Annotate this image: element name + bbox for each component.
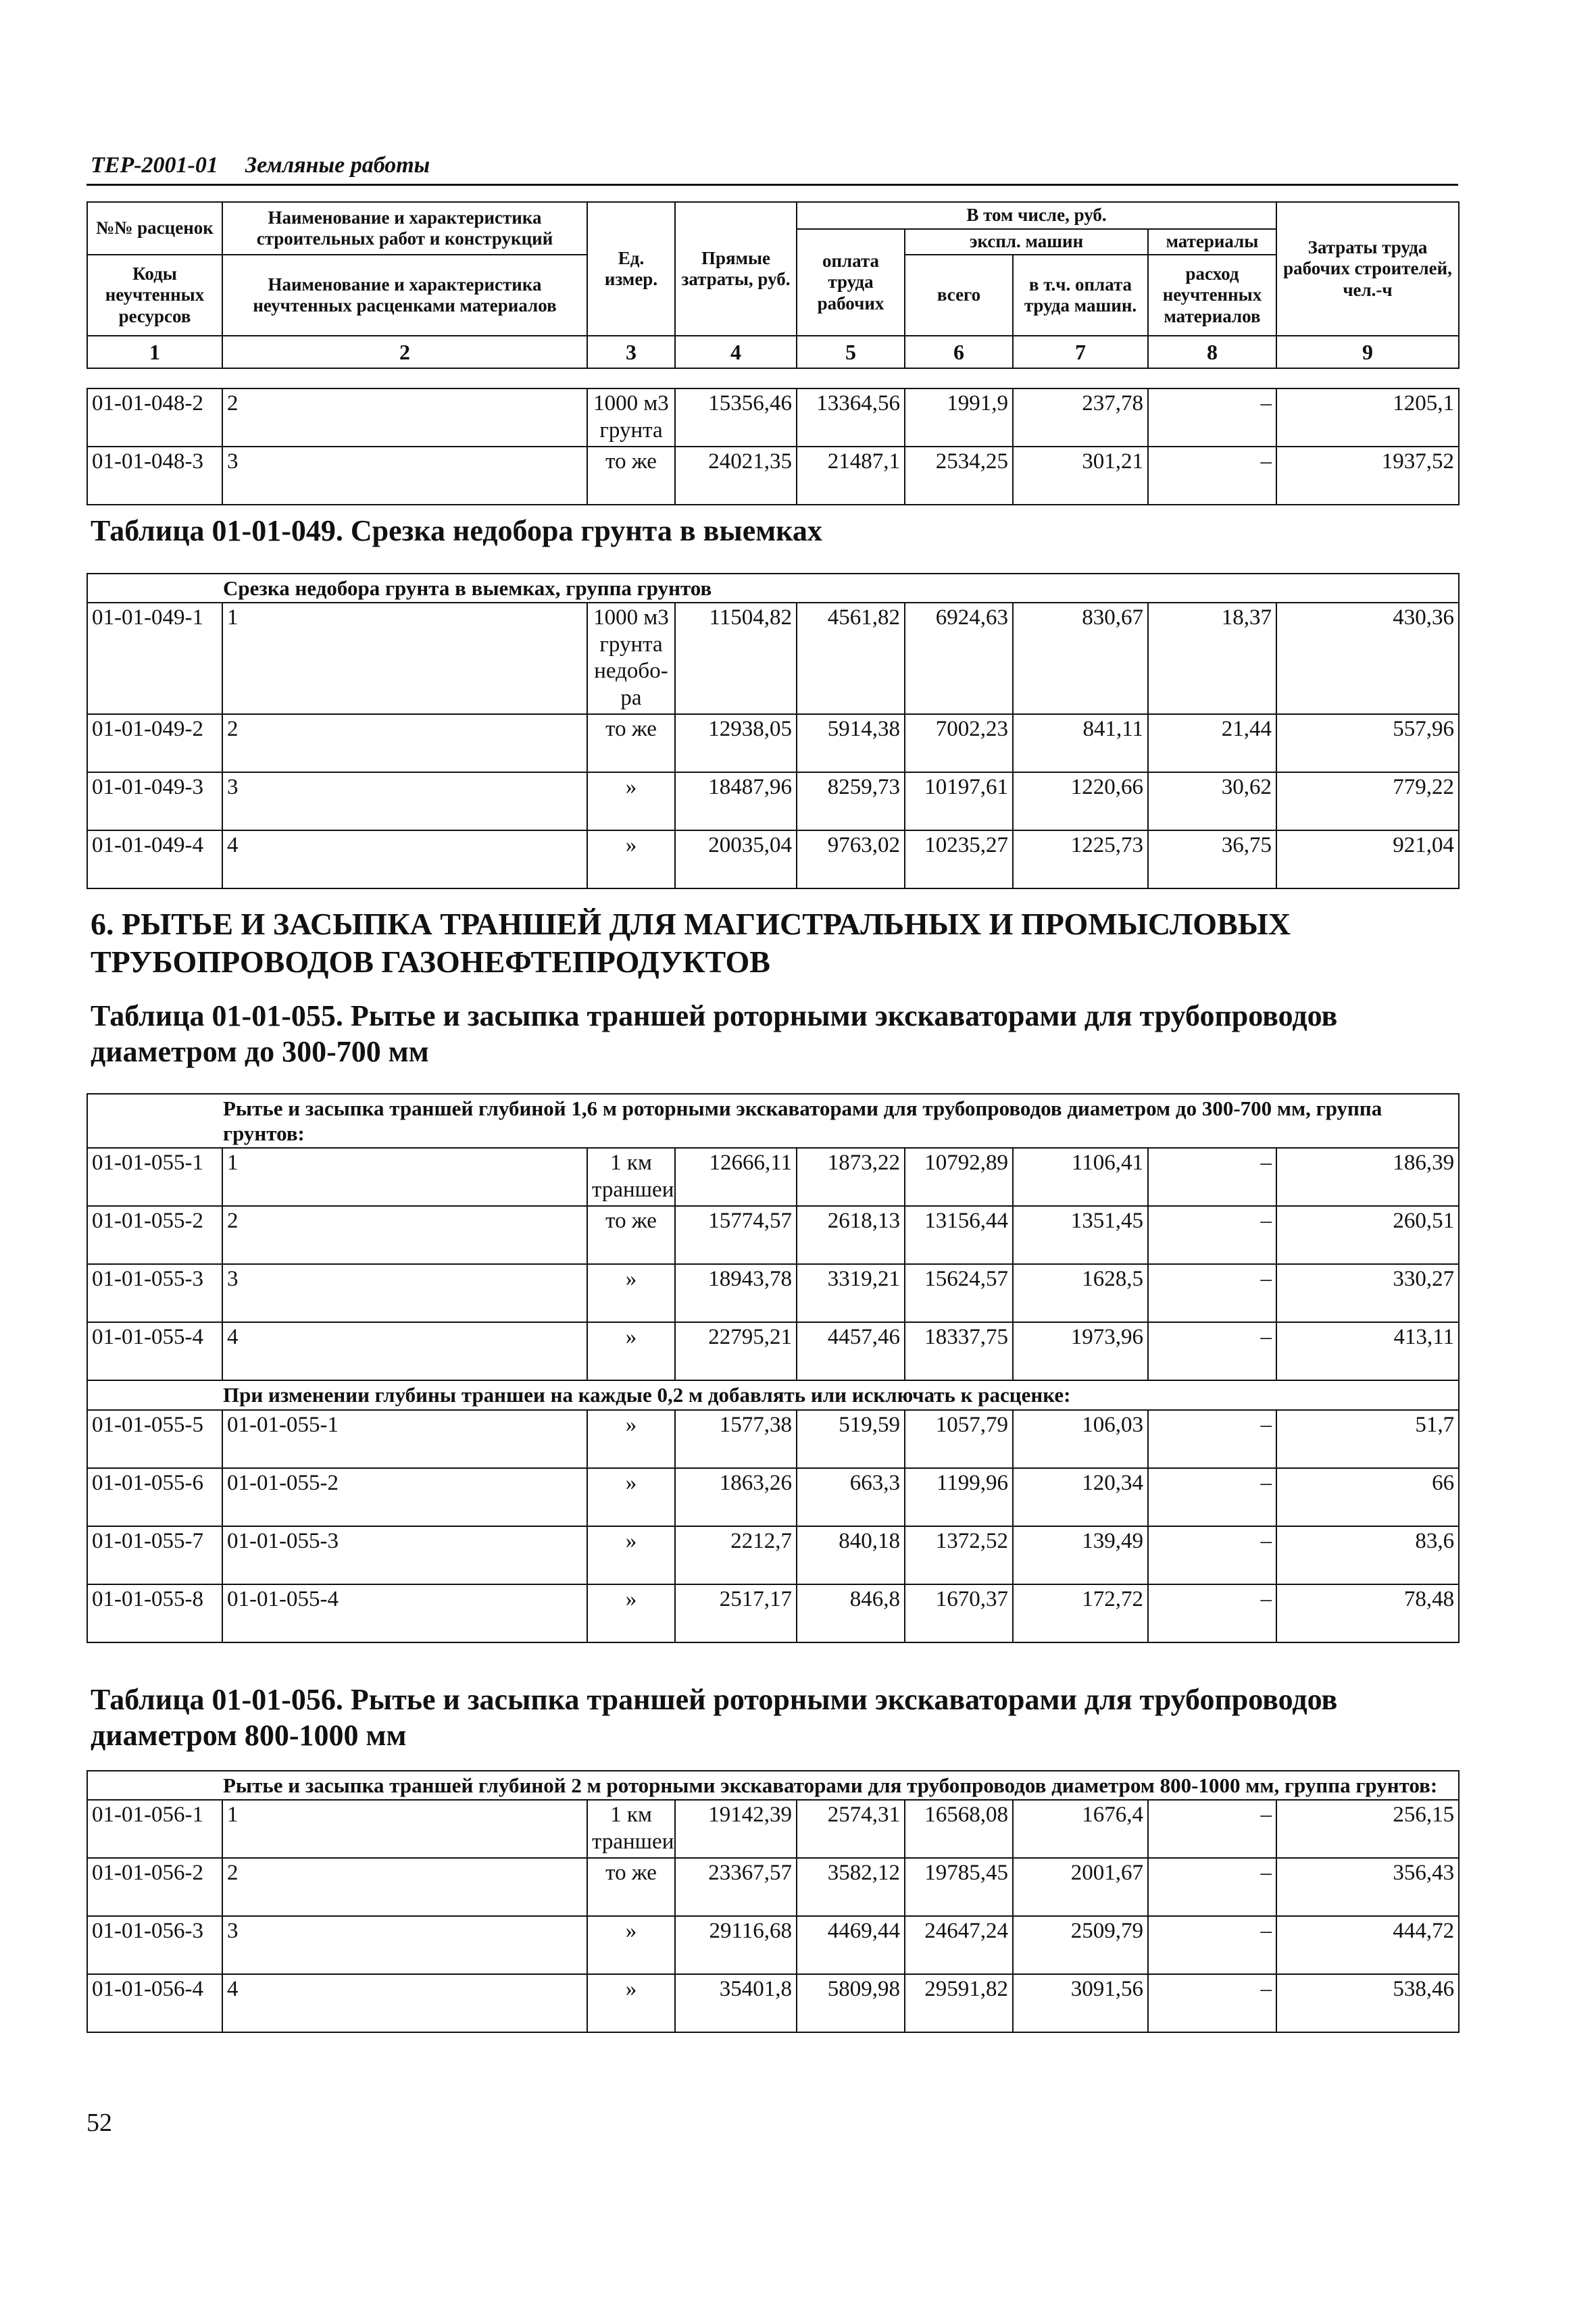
cell-labor-hours: 51,7 [1276, 1410, 1459, 1468]
cell-labor-pay: 3319,21 [797, 1264, 905, 1322]
cell-unit: » [587, 1916, 675, 1974]
cell-direct-cost: 22795,21 [675, 1322, 797, 1380]
cell-materials: – [1148, 1584, 1276, 1642]
cell-labor-pay: 5809,98 [797, 1974, 905, 2032]
cell-machine-cost: 24647,24 [905, 1916, 1013, 1974]
cell-rate-code: 01-01-048-2 [87, 388, 222, 447]
header-incl: В том числе, руб. [797, 202, 1276, 229]
table-row [87, 1916, 1459, 1974]
header-code-bottom: Коды неучтенных ресурсов [87, 255, 222, 336]
cell-materials: – [1148, 1410, 1276, 1468]
cell-rate-name: 2 [222, 714, 587, 772]
section-heading-text: Срезка недобора грунта в выемках, группа грунтов [87, 574, 1459, 603]
cell-direct-cost: 19142,39 [675, 1800, 797, 1858]
cell-machine-labor-pay: 3091,56 [1013, 1974, 1148, 2032]
table-row [87, 1264, 1459, 1322]
cell-labor-pay: 4457,46 [797, 1322, 905, 1380]
cell-rate-code: 01-01-049-3 [87, 772, 222, 830]
cell-machine-labor-pay: 1676,4 [1013, 1800, 1148, 1858]
cell-labor-pay: 1873,22 [797, 1148, 905, 1206]
cell-rate-code: 01-01-056-4 [87, 1974, 222, 2032]
cell-rate-name: 4 [222, 830, 587, 888]
cell-machine-labor-pay: 2509,79 [1013, 1916, 1148, 1974]
caption-table-049 [91, 513, 822, 549]
cell-direct-cost: 24021,35 [675, 447, 797, 505]
cell-direct-cost: 35401,8 [675, 1974, 797, 2032]
table-row [87, 830, 1459, 888]
cell-rate-code: 01-01-055-8 [87, 1584, 222, 1642]
header-direct: Прямые затраты, руб. [675, 202, 797, 336]
cell-rate-name: 4 [222, 1974, 587, 2032]
cell-machine-cost: 13156,44 [905, 1206, 1013, 1264]
cell-unit: » [587, 1468, 675, 1526]
cell-direct-cost: 2212,7 [675, 1526, 797, 1584]
header-num: 4 [675, 336, 797, 368]
cell-labor-hours: 557,96 [1276, 714, 1459, 772]
cell-rate-code: 01-01-055-4 [87, 1322, 222, 1380]
caption-label: Таблица 01-01-055. [91, 999, 343, 1032]
cell-rate-name: 3 [222, 1916, 587, 1974]
cell-labor-hours: 779,22 [1276, 772, 1459, 830]
cell-machine-cost: 1670,37 [905, 1584, 1013, 1642]
cell-direct-cost: 20035,04 [675, 830, 797, 888]
cell-labor-hours: 256,15 [1276, 1800, 1459, 1858]
section-heading-text: Рытье и засыпка траншей глубиной 2 м роторными экскаваторами для трубопроводов диаметром 800-1000 мм, группа грунтов: [87, 1771, 1459, 1800]
cell-labor-pay: 4561,82 [797, 603, 905, 713]
header-labor: Затраты труда рабочих строителей, чел.-ч [1276, 202, 1459, 336]
table-row [87, 1526, 1459, 1584]
cell-machine-labor-pay: 172,72 [1013, 1584, 1148, 1642]
cell-labor-hours: 1205,1 [1276, 388, 1459, 447]
table-row [87, 1800, 1459, 1858]
cell-labor-pay: 5914,38 [797, 714, 905, 772]
table-row [87, 772, 1459, 830]
cell-labor-hours: 1937,52 [1276, 447, 1459, 505]
cell-rate-name: 3 [222, 772, 587, 830]
cell-materials: 30,62 [1148, 772, 1276, 830]
cell-unit: » [587, 1526, 675, 1584]
caption-title: Рытье и засыпка траншей роторными экскаваторами для трубопроводов диаметром 800-1000 мм [91, 1683, 1338, 1752]
cell-machine-cost: 7002,23 [905, 714, 1013, 772]
header-num: 2 [222, 336, 587, 368]
cell-machine-cost: 10197,61 [905, 772, 1013, 830]
cell-unit: 1 км траншеи [587, 1800, 675, 1858]
cell-labor-pay: 4469,44 [797, 1916, 905, 1974]
cell-machine-cost: 18337,75 [905, 1322, 1013, 1380]
cell-materials: – [1148, 1322, 1276, 1380]
cell-rate-name: 01-01-055-4 [222, 1584, 587, 1642]
cell-machine-labor-pay: 301,21 [1013, 447, 1148, 505]
table-row [87, 1322, 1459, 1380]
cell-direct-cost: 15356,46 [675, 388, 797, 447]
cell-labor-pay: 2618,13 [797, 1206, 905, 1264]
cell-labor-hours: 356,43 [1276, 1858, 1459, 1916]
header-num: 5 [797, 336, 905, 368]
table-section-heading [87, 1771, 1459, 1800]
section-heading-text: Рытье и засыпка траншей глубиной 1,6 м роторными экскаваторами для трубопроводов диаметром до 300-700 мм, группа грунтов: [87, 1094, 1459, 1148]
cell-rate-code: 01-01-049-4 [87, 830, 222, 888]
cell-rate-name: 4 [222, 1322, 587, 1380]
cell-labor-hours: 430,36 [1276, 603, 1459, 713]
cell-machine-cost: 15624,57 [905, 1264, 1013, 1322]
table-01-01-049 [86, 573, 1460, 889]
cell-machine-cost: 1372,52 [905, 1526, 1013, 1584]
cell-direct-cost: 12666,11 [675, 1148, 797, 1206]
cell-machine-cost: 19785,45 [905, 1858, 1013, 1916]
cell-labor-pay: 13364,56 [797, 388, 905, 447]
cell-labor-hours: 330,27 [1276, 1264, 1459, 1322]
cell-materials: – [1148, 1800, 1276, 1858]
cell-unit: 1000 м3 грунта недобо-ра [587, 603, 675, 713]
header-num: 1 [87, 336, 222, 368]
cell-direct-cost: 23367,57 [675, 1858, 797, 1916]
cell-unit: » [587, 1584, 675, 1642]
cell-rate-name: 01-01-055-3 [222, 1526, 587, 1584]
cell-machine-labor-pay: 1220,66 [1013, 772, 1148, 830]
cell-rate-name: 01-01-055-2 [222, 1468, 587, 1526]
page-number: 52 [86, 2109, 112, 2137]
cell-machine-cost: 1057,79 [905, 1410, 1013, 1468]
cell-machine-labor-pay: 1106,41 [1013, 1148, 1148, 1206]
cell-direct-cost: 11504,82 [675, 603, 797, 713]
table-row [87, 1584, 1459, 1642]
table-row [87, 447, 1459, 505]
cell-machine-cost: 29591,82 [905, 1974, 1013, 2032]
cell-machine-cost: 1199,96 [905, 1468, 1013, 1526]
cell-unit: » [587, 772, 675, 830]
table-01-01-055 [86, 1093, 1460, 1643]
section-6-title: 6. РЫТЬЕ И ЗАСЫПКА ТРАНШЕЙ ДЛЯ МАГИСТРАЛЬНЫХ И ПРОМЫСЛОВЫХ ТРУБОПРОВОДОВ ГАЗОНЕФТЕПРОДУКТОВ [91, 907, 1291, 980]
cell-unit: 1 км траншеи [587, 1148, 675, 1206]
running-head-rule [86, 184, 1458, 186]
cell-machine-cost: 10235,27 [905, 830, 1013, 888]
header-labor-pay: оплата труда рабочих [797, 229, 905, 336]
header-number-row [87, 336, 1459, 368]
table-01-01-048 [86, 388, 1460, 505]
cell-rate-code: 01-01-048-3 [87, 447, 222, 505]
cell-labor-hours: 444,72 [1276, 1916, 1459, 1974]
cell-unit: » [587, 1322, 675, 1380]
cell-materials: – [1148, 1974, 1276, 2032]
cell-machine-labor-pay: 120,34 [1013, 1468, 1148, 1526]
cell-direct-cost: 1577,38 [675, 1410, 797, 1468]
header-machines-pay: в т.ч. оплата труда машин. [1013, 255, 1148, 336]
cell-machine-labor-pay: 106,03 [1013, 1410, 1148, 1468]
header-machines: экспл. машин [905, 229, 1148, 255]
cell-direct-cost: 18487,96 [675, 772, 797, 830]
cell-labor-pay: 840,18 [797, 1526, 905, 1584]
cell-materials: 21,44 [1148, 714, 1276, 772]
cell-machine-labor-pay: 139,49 [1013, 1526, 1148, 1584]
table-row [87, 1410, 1459, 1468]
running-head [91, 153, 1455, 178]
table-section-heading [87, 1380, 1459, 1409]
cell-rate-name: 1 [222, 603, 587, 713]
header-name-bottom: Наименование и характеристика неучтенных расценками материалов [222, 255, 587, 336]
cell-rate-code: 01-01-055-6 [87, 1468, 222, 1526]
table-row [87, 388, 1459, 447]
cell-labor-hours: 78,48 [1276, 1584, 1459, 1642]
caption-table-055 [91, 999, 1449, 1070]
table-row [87, 1858, 1459, 1916]
cell-materials: – [1148, 1148, 1276, 1206]
running-head-title: Земляные работы [245, 153, 430, 178]
cell-rate-code: 01-01-055-1 [87, 1148, 222, 1206]
header-unit: Ед. измер. [587, 202, 675, 336]
cell-labor-pay: 663,3 [797, 1468, 905, 1526]
cell-materials: – [1148, 1916, 1276, 1974]
header-num: 6 [905, 336, 1013, 368]
cell-labor-pay: 3582,12 [797, 1858, 905, 1916]
cell-rate-code: 01-01-049-2 [87, 714, 222, 772]
cell-labor-pay: 21487,1 [797, 447, 905, 505]
table-row [87, 1206, 1459, 1264]
header-materials-sub: расход неучтенных материалов [1148, 255, 1276, 336]
caption-label: Таблица 01-01-056. [91, 1683, 343, 1716]
cell-direct-cost: 2517,17 [675, 1584, 797, 1642]
cell-direct-cost: 15774,57 [675, 1206, 797, 1264]
caption-title: Рытье и засыпка траншей роторными экскаваторами для трубопроводов диаметром до 300-700 мм [91, 999, 1338, 1068]
table-section-heading [87, 574, 1459, 603]
header-code-top: №№ расценок [87, 202, 222, 255]
header-num: 7 [1013, 336, 1148, 368]
header-materials: материалы [1148, 229, 1276, 255]
cell-materials: – [1148, 1858, 1276, 1916]
cell-materials: – [1148, 447, 1276, 505]
caption-label: Таблица 01-01-049. [91, 514, 343, 547]
cell-machine-labor-pay: 1225,73 [1013, 830, 1148, 888]
running-head-code: ТЕР-2001-01 [91, 153, 218, 178]
column-header-table [86, 201, 1460, 369]
header-num: 9 [1276, 336, 1459, 368]
cell-labor-pay: 519,59 [797, 1410, 905, 1468]
cell-labor-hours: 538,46 [1276, 1974, 1459, 2032]
cell-rate-name: 01-01-055-1 [222, 1410, 587, 1468]
cell-rate-name: 1 [222, 1800, 587, 1858]
cell-labor-hours: 413,11 [1276, 1322, 1459, 1380]
cell-materials: 18,37 [1148, 603, 1276, 713]
cell-machine-labor-pay: 1351,45 [1013, 1206, 1148, 1264]
cell-machine-labor-pay: 1628,5 [1013, 1264, 1148, 1322]
cell-unit: то же [587, 1206, 675, 1264]
cell-unit: » [587, 830, 675, 888]
cell-labor-pay: 9763,02 [797, 830, 905, 888]
cell-materials: – [1148, 1206, 1276, 1264]
cell-machine-labor-pay: 830,67 [1013, 603, 1148, 713]
cell-labor-pay: 8259,73 [797, 772, 905, 830]
cell-rate-name: 3 [222, 447, 587, 505]
cell-rate-code: 01-01-055-3 [87, 1264, 222, 1322]
cell-labor-hours: 83,6 [1276, 1526, 1459, 1584]
cell-unit: 1000 м3 грунта [587, 388, 675, 447]
cell-rate-code: 01-01-056-2 [87, 1858, 222, 1916]
cell-labor-hours: 260,51 [1276, 1206, 1459, 1264]
cell-rate-name: 2 [222, 1206, 587, 1264]
caption-table-056 [91, 1682, 1449, 1754]
cell-unit: » [587, 1410, 675, 1468]
table-row [87, 714, 1459, 772]
table-row [87, 1974, 1459, 2032]
table-row [87, 1468, 1459, 1526]
cell-labor-hours: 186,39 [1276, 1148, 1459, 1206]
cell-materials: – [1148, 388, 1276, 447]
table-01-01-056 [86, 1770, 1460, 2033]
cell-rate-name: 1 [222, 1148, 587, 1206]
cell-direct-cost: 18943,78 [675, 1264, 797, 1322]
cell-direct-cost: 1863,26 [675, 1468, 797, 1526]
header-machines-total: всего [905, 255, 1013, 336]
section-heading-text: При изменении глубины траншеи на каждые 0,2 м добавлять или исключать к расценке: [87, 1380, 1459, 1409]
cell-rate-code: 01-01-055-5 [87, 1410, 222, 1468]
table-section-heading [87, 1094, 1459, 1148]
cell-machine-cost: 6924,63 [905, 603, 1013, 713]
cell-direct-cost: 12938,05 [675, 714, 797, 772]
header-num: 8 [1148, 336, 1276, 368]
cell-materials: – [1148, 1526, 1276, 1584]
caption-title: Срезка недобора грунта в выемках [350, 514, 822, 547]
cell-machine-labor-pay: 1973,96 [1013, 1322, 1148, 1380]
cell-labor-pay: 2574,31 [797, 1800, 905, 1858]
cell-materials: – [1148, 1264, 1276, 1322]
cell-materials: – [1148, 1468, 1276, 1526]
cell-materials: 36,75 [1148, 830, 1276, 888]
cell-direct-cost: 29116,68 [675, 1916, 797, 1974]
cell-rate-name: 3 [222, 1264, 587, 1322]
cell-machine-cost: 2534,25 [905, 447, 1013, 505]
cell-unit: » [587, 1264, 675, 1322]
cell-unit: то же [587, 714, 675, 772]
cell-labor-hours: 66 [1276, 1468, 1459, 1526]
cell-rate-code: 01-01-056-3 [87, 1916, 222, 1974]
cell-unit: » [587, 1974, 675, 2032]
cell-unit: то же [587, 1858, 675, 1916]
cell-labor-hours: 921,04 [1276, 830, 1459, 888]
cell-machine-cost: 1991,9 [905, 388, 1013, 447]
cell-unit: то же [587, 447, 675, 505]
cell-machine-cost: 10792,89 [905, 1148, 1013, 1206]
table-row [87, 1148, 1459, 1206]
cell-machine-labor-pay: 237,78 [1013, 388, 1148, 447]
cell-rate-code: 01-01-055-7 [87, 1526, 222, 1584]
cell-rate-code: 01-01-049-1 [87, 603, 222, 713]
table-row [87, 603, 1459, 713]
cell-machine-cost: 16568,08 [905, 1800, 1013, 1858]
cell-machine-labor-pay: 841,11 [1013, 714, 1148, 772]
cell-rate-name: 2 [222, 1858, 587, 1916]
cell-machine-labor-pay: 2001,67 [1013, 1858, 1148, 1916]
header-num: 3 [587, 336, 675, 368]
header-name-top: Наименование и характеристика строительных работ и конструкций [222, 202, 587, 255]
cell-rate-name: 2 [222, 388, 587, 447]
cell-labor-pay: 846,8 [797, 1584, 905, 1642]
cell-rate-code: 01-01-055-2 [87, 1206, 222, 1264]
cell-rate-code: 01-01-056-1 [87, 1800, 222, 1858]
